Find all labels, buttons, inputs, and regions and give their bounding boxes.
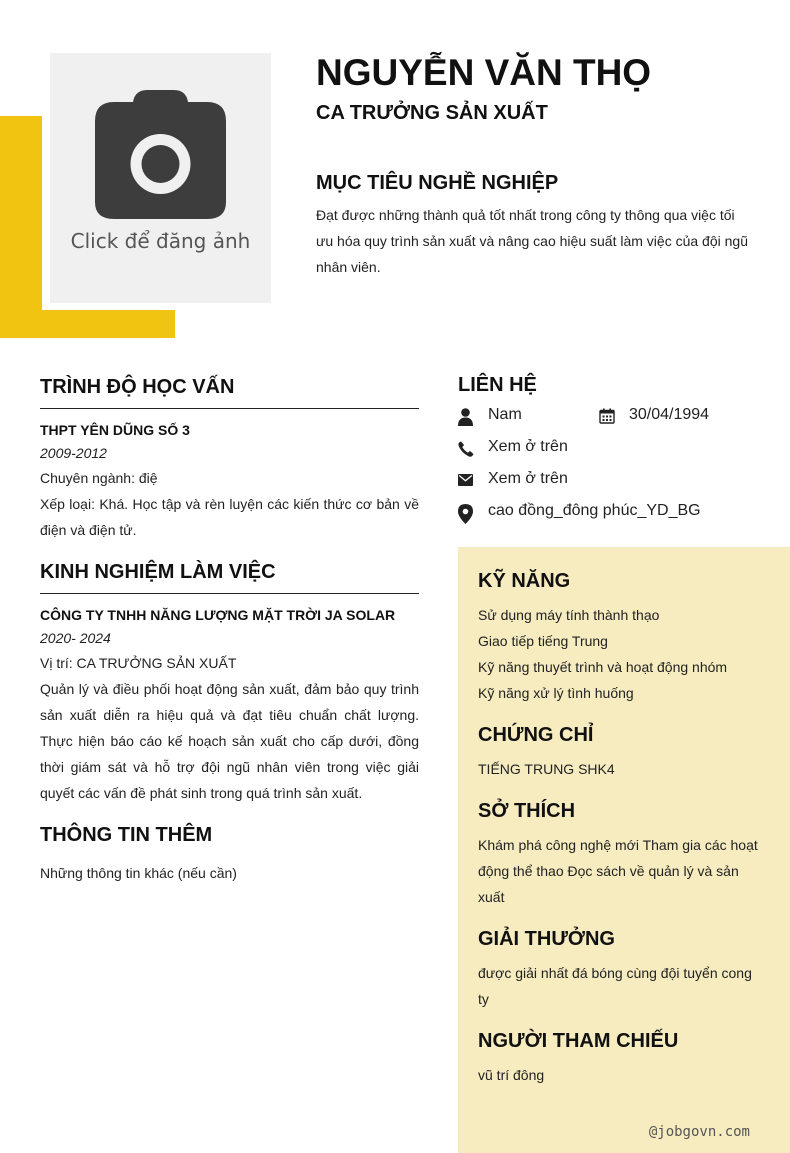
- awards-heading: GIẢI THƯỞNG: [478, 928, 615, 950]
- contact-gender: Nam: [488, 406, 522, 423]
- education-major: Chuyên ngành: điệ: [40, 470, 158, 486]
- photo-upload[interactable]: [50, 53, 271, 303]
- certificates-text: TIẾNG TRUNG SHK4: [478, 761, 615, 777]
- education-heading: TRÌNH ĐỘ HỌC VẤN: [40, 376, 235, 398]
- objective-text: Đạt được những thành quả tốt nhất trong công ty thông qua việc tối ưu hóa quy trình sản xuất và nâng cao hiệu suất làm việc của đội ngũ nhân viên.: [316, 207, 748, 275]
- contact-heading: LIÊN HỆ: [458, 374, 537, 396]
- hobbies-text: Khám phá công nghệ mới Tham gia các hoạt động thể thao Đọc sách về quản lý và sản xuất: [478, 837, 758, 905]
- candidate-name: NGUYỄN VĂN THỌ: [316, 52, 652, 93]
- envelope-icon: [458, 474, 473, 486]
- photo-caption: Click để đăng ảnh: [70, 229, 251, 253]
- objective-heading: MỤC TIÊU NGHỀ NGHIỆP: [316, 172, 559, 194]
- education-period: 2009-2012: [40, 445, 107, 461]
- job-title: CA TRƯỞNG SẢN XUẤT: [316, 102, 548, 124]
- education-divider: [40, 408, 419, 409]
- watermark: @jobgovn.com: [648, 1124, 750, 1140]
- extra-text: Những thông tin khác (nếu cần): [40, 865, 237, 881]
- education-school: THPT YÊN DŨNG SỐ 3: [40, 422, 190, 438]
- experience-heading: KINH NGHIỆM LÀM VIỆC: [40, 561, 276, 583]
- camera-icon: [95, 90, 226, 220]
- contact-address: cao đồng_đông phúc_YD_BG: [488, 502, 701, 519]
- location-pin-icon: [458, 504, 473, 524]
- skill-item: Kỹ năng thuyết trình và hoạt động nhóm: [478, 659, 728, 675]
- references-heading: NGƯỜI THAM CHIẾU: [478, 1030, 679, 1052]
- skill-item: Giao tiếp tiếng Trung: [478, 633, 608, 649]
- experience-divider: [40, 593, 419, 594]
- skills-heading: KỸ NĂNG: [478, 570, 571, 592]
- awards-text: được giải nhất đá bóng cùng đội tuyển cong ty: [478, 965, 752, 1007]
- calendar-icon: [599, 408, 615, 424]
- experience-period: 2020- 2024: [40, 630, 111, 646]
- contact-birthday: 30/04/1994: [629, 406, 710, 423]
- certificates-heading: CHỨNG CHỈ: [478, 724, 594, 746]
- person-icon: [458, 408, 473, 426]
- contact-phone: Xem ở trên: [488, 438, 568, 455]
- phone-icon: [458, 441, 474, 457]
- education-rating: Xếp loại: Khá. Học tập và rèn luyện các kiến thức cơ bản về điện và điện tử.: [40, 496, 419, 538]
- experience-company: CÔNG TY TNHH NĂNG LƯỢNG MẶT TRỜI JA SOLAR: [40, 607, 396, 623]
- hobbies-heading: SỞ THÍCH: [478, 800, 576, 822]
- extra-heading: THÔNG TIN THÊM: [40, 824, 213, 846]
- skill-item: Sử dụng máy tính thành thạo: [478, 607, 660, 623]
- experience-description: Quản lý và điều phối hoạt động sản xuất, đảm bảo quy trình sản xuất diễn ra hiệu quả và đạt tiêu chuẩn chất lượng. Thực hiện báo cáo kế hoạch sản xuất cho cấp dưới, đồng thời giám sát và hỗ trợ đội ngũ nhân viên trong việc giải quyết các vấn đề phát sinh trong quá trình sản xuất.: [40, 681, 419, 801]
- experience-position: Vị trí: CA TRƯỞNG SẢN XUẤT: [40, 655, 237, 671]
- accent-bar-horizontal: [0, 310, 175, 338]
- references-text: vũ trí đông: [478, 1067, 545, 1083]
- skill-item: Kỹ năng xử lý tình huống: [478, 685, 634, 701]
- contact-email: Xem ở trên: [488, 470, 568, 487]
- accent-bar-vertical: [0, 116, 42, 338]
